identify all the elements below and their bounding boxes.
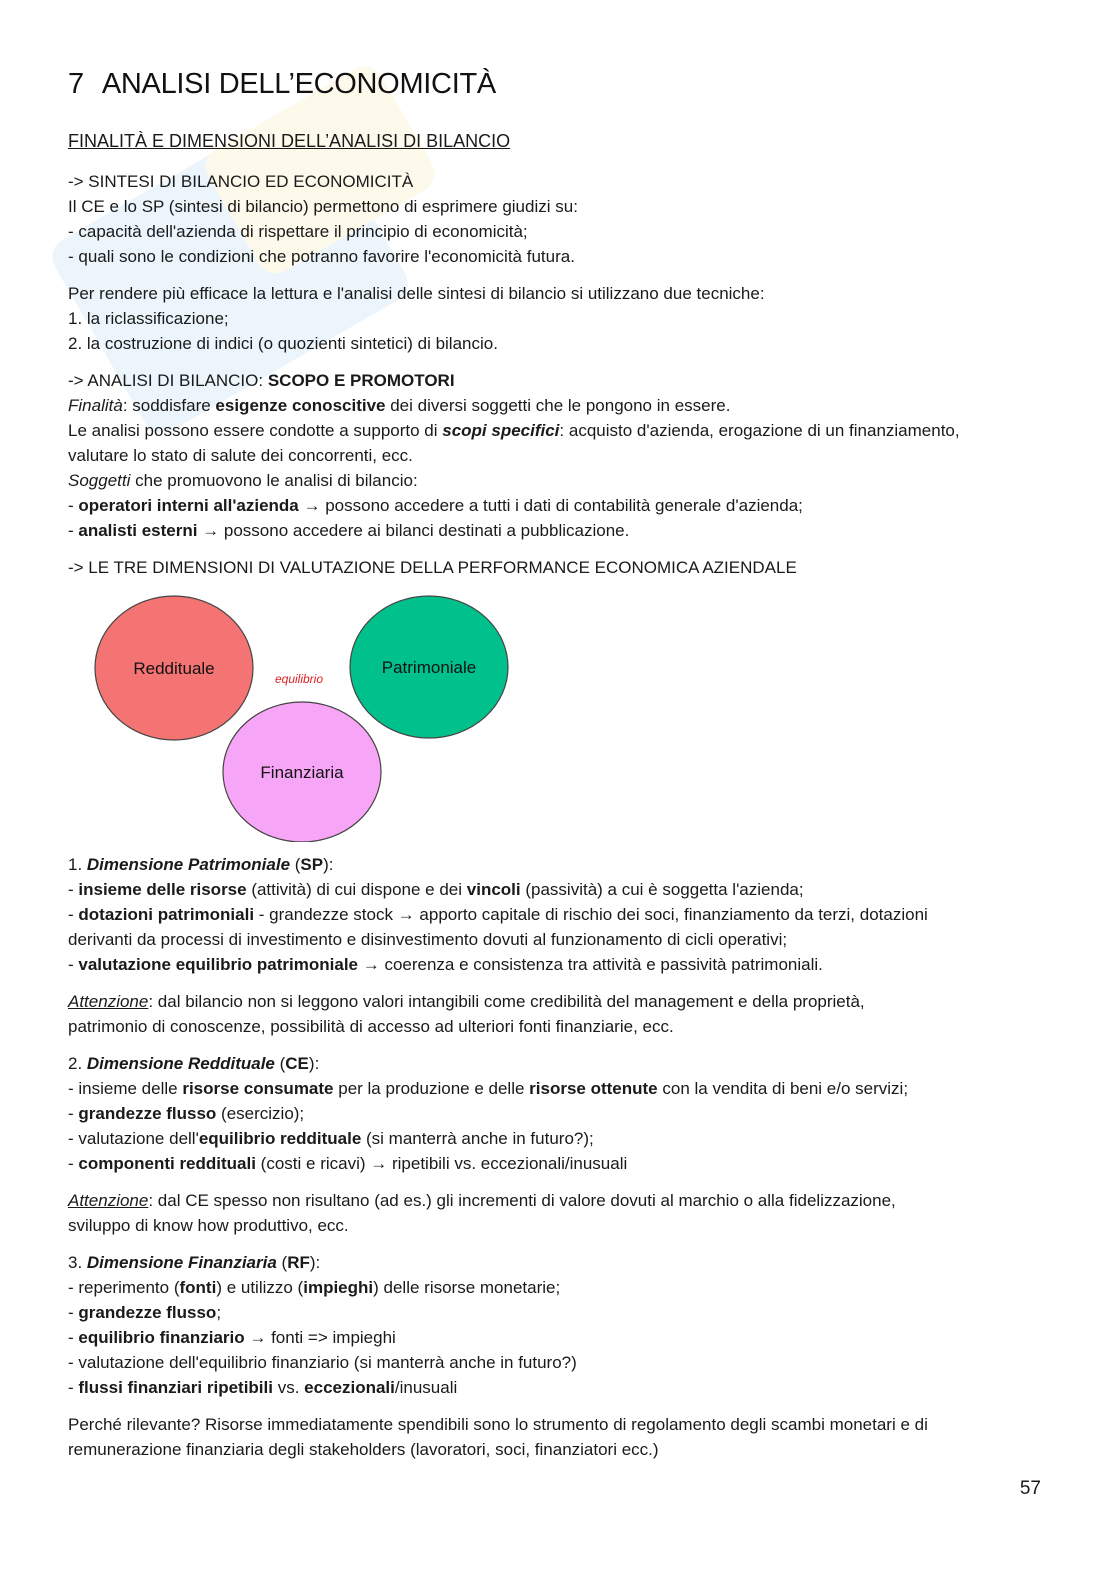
text-line	[68, 989, 1058, 1014]
label-italic: Soggetti	[68, 471, 131, 490]
text: (costi e ricavi) → ripetibili vs. eccezionali/inusuali	[255, 1154, 628, 1173]
text: -	[68, 1104, 79, 1123]
text: 2.	[68, 1054, 87, 1073]
text: ):	[308, 1054, 320, 1073]
chapter-number: 7	[68, 68, 84, 100]
text-bold: fonti	[179, 1278, 217, 1297]
text: 3.	[68, 1253, 87, 1272]
text-line	[68, 1188, 1058, 1213]
paragraph-dim-patrimoniale	[68, 852, 1058, 977]
list-item	[68, 1300, 1058, 1325]
list-item	[68, 1325, 1058, 1350]
label-equilibrio: equilibrio	[274, 672, 324, 686]
text-bold: insieme delle risorse	[78, 880, 247, 899]
text: (esercizio);	[216, 1104, 305, 1123]
page-number: 57	[1019, 1478, 1041, 1499]
text: vs.	[272, 1378, 305, 1397]
text: (	[274, 1054, 286, 1073]
dim-heading	[68, 852, 1058, 877]
text: - insieme delle	[68, 1079, 183, 1098]
text: (si manterrà anche in futuro?);	[361, 1129, 594, 1148]
text-bold: vincoli	[466, 880, 521, 899]
text: → possono accedere a tutti i dati di contabilità generale d'azienda;	[298, 496, 803, 515]
text: ) delle risorse monetarie;	[373, 1278, 561, 1297]
text: ):	[309, 1253, 321, 1272]
label-patrimoniale: Patrimoniale	[381, 658, 477, 677]
text: (	[290, 855, 301, 874]
text-line: Per rendere più efficace la lettura e l'analisi delle sintesi di bilancio si utilizzano due tecniche:	[68, 284, 765, 303]
text: : acquisto d'azienda, erogazione di un finanziamento,	[559, 421, 960, 440]
text-line	[68, 418, 1058, 443]
text-bold: esigenze conoscitive	[215, 396, 386, 415]
text: (attività) di cui dispone e dei	[246, 880, 467, 899]
list-item	[68, 1101, 1058, 1126]
text-bold: RF	[287, 1253, 310, 1272]
list-item	[68, 1275, 1058, 1300]
text: : dal bilancio non si leggono valori intangibili come credibilità del management e della proprietà,	[148, 992, 865, 1011]
diagram-svg	[68, 592, 528, 842]
text: - valutazione dell'	[68, 1129, 199, 1148]
text: Le analisi possono essere condotte a supporto di	[68, 421, 443, 440]
text-bold-italic: Dimensione Finanziaria	[86, 1253, 277, 1272]
text: : soddisfare	[122, 396, 216, 415]
text-bold: dotazioni patrimoniali	[78, 905, 255, 924]
text-bold: componenti reddituali	[78, 1154, 256, 1173]
text: dei diversi soggetti che le pongono in essere.	[385, 396, 731, 415]
text: ):	[323, 855, 334, 874]
page-content	[68, 68, 1058, 1474]
text-bold: grandezze flusso	[78, 1104, 217, 1123]
text-bold-italic: scopi specifici	[442, 421, 560, 440]
list-item	[68, 1076, 1058, 1101]
list-item	[68, 1126, 1058, 1151]
text: → fonti => impieghi	[244, 1328, 396, 1347]
list-item	[68, 1151, 1058, 1176]
text-line: Il CE e lo SP (sintesi di bilancio) permettono di esprimere giudizi su:	[68, 197, 578, 216]
paragraph-sintesi	[68, 169, 1058, 269]
text: ;	[216, 1303, 222, 1322]
text-line: sviluppo di know how produttivo, ecc.	[68, 1216, 349, 1235]
text: per la produzione e delle	[333, 1079, 530, 1098]
list-item	[68, 902, 1058, 927]
text-line: remunerazione finanziaria degli stakeholders (lavoratori, soci, finanziatori ecc.)	[68, 1440, 659, 1459]
paragraph-tecniche	[68, 281, 1058, 356]
heading-analisi	[68, 368, 1058, 393]
text-bold: equilibrio finanziario	[78, 1328, 245, 1347]
heading-part: -> ANALISI DI BILANCIO:	[68, 371, 268, 390]
text-bold: impieghi	[303, 1278, 374, 1297]
text: -	[68, 905, 79, 924]
text-bold: flussi finanziari ripetibili	[78, 1378, 273, 1397]
list-item	[68, 1375, 1058, 1400]
paragraph-attenzione-1	[68, 989, 1058, 1039]
text-bold-italic: Dimensione Reddituale	[86, 1054, 275, 1073]
three-dimensions-diagram	[68, 592, 528, 842]
text: (	[276, 1253, 288, 1272]
text: → coerenza e consistenza tra attività e passività patrimoniali.	[358, 955, 823, 974]
text: -	[68, 1378, 79, 1397]
text-bold: operatori interni all'azienda	[78, 496, 299, 515]
text: -	[68, 496, 79, 515]
heading-sintesi: -> SINTESI DI BILANCIO ED ECONOMICITÀ	[68, 172, 414, 191]
text: che promuovono le analisi di bilancio:	[130, 471, 418, 490]
list-item: 2. la costruzione di indici (o quozienti sintetici) di bilancio.	[68, 334, 498, 353]
text-line: derivanti da processi di investimento e disinvestimento dovuti al funzionamento di cicli operativi;	[68, 930, 788, 949]
paragraph-attenzione-2	[68, 1188, 1058, 1238]
text-bold-italic: Dimensione Patrimoniale	[86, 855, 291, 874]
heading-dimensioni: -> LE TRE DIMENSIONI DI VALUTAZIONE DELLA PERFORMANCE ECONOMICA AZIENDALE	[68, 558, 797, 577]
text-line	[68, 468, 1058, 493]
dim-heading	[68, 1250, 1058, 1275]
text: con la vendita di beni e/o servizi;	[657, 1079, 909, 1098]
text-line: patrimonio di conoscenze, possibilità di accesso ad ulteriori fonti finanziarie, ecc.	[68, 1017, 674, 1036]
text: -	[68, 521, 79, 540]
text: → possono accedere ai bilanci destinati a pubblicazione.	[197, 521, 630, 540]
label-attenzione: Attenzione	[68, 1191, 149, 1210]
list-item	[68, 877, 1058, 902]
text-bold: risorse consumate	[182, 1079, 334, 1098]
list-item	[68, 518, 1058, 543]
paragraph-perche	[68, 1412, 1058, 1462]
text-line: Perché rilevante? Risorse immediatamente spendibili sono lo strumento di regolamento degli scambi monetari e di	[68, 1415, 928, 1434]
text-line: - capacità dell'azienda di rispettare il principio di economicità;	[68, 222, 528, 241]
text: -	[68, 955, 79, 974]
chapter-title: ANALISI DELL’ECONOMICITÀ	[101, 68, 496, 100]
text-bold: valutazione equilibrio patrimoniale	[78, 955, 358, 974]
list-item	[68, 952, 1058, 977]
label-italic: Finalità	[68, 396, 123, 415]
paragraph-dim-reddituale	[68, 1051, 1058, 1176]
page-title	[68, 68, 1058, 101]
dim-heading	[68, 1051, 1058, 1076]
text: 1.	[68, 855, 87, 874]
paragraph-analisi	[68, 368, 1058, 543]
text: -	[68, 1154, 79, 1173]
text-line: - quali sono le condizioni che potranno favorire l'economicità futura.	[68, 247, 575, 266]
label-attenzione: Attenzione	[68, 992, 149, 1011]
text: - reperimento (	[68, 1278, 180, 1297]
text-bold: SP	[300, 855, 324, 874]
text: (passività) a cui è soggetta l'azienda;	[520, 880, 804, 899]
text-bold: grandezze flusso	[78, 1303, 217, 1322]
text-line	[68, 393, 1058, 418]
text-bold: eccezionali	[304, 1378, 395, 1397]
label-reddituale: Reddituale	[133, 659, 215, 678]
text-bold: analisti esterni	[78, 521, 198, 540]
label-finanziaria: Finanziaria	[260, 763, 344, 782]
text: : dal CE spesso non risultano (ad es.) gli incrementi di valore dovuti al marchio o alla fidelizzazione,	[148, 1191, 896, 1210]
text: - grandezze stock → apporto capitale di rischio dei soci, finanziamento da terzi, dotazioni	[254, 905, 928, 924]
text-line: valutare lo stato di salute dei concorrenti, ecc.	[68, 446, 413, 465]
text-bold: equilibrio reddituale	[198, 1129, 362, 1148]
text: ) e utilizzo (	[216, 1278, 304, 1297]
text: -	[68, 880, 79, 899]
text-bold: risorse ottenute	[529, 1079, 658, 1098]
paragraph-dim-finanziaria	[68, 1250, 1058, 1400]
text: /inusuali	[394, 1378, 458, 1397]
text: -	[68, 1303, 79, 1322]
paragraph-dimensioni	[68, 555, 1058, 580]
section-subtitle: FINALITÀ E DIMENSIONI DELL’ANALISI DI BILANCIO	[68, 131, 511, 151]
list-item: 1. la riclassificazione;	[68, 309, 229, 328]
text: -	[68, 1328, 79, 1347]
list-item: - valutazione dell'equilibrio finanziario (si manterrà anche in futuro?)	[68, 1353, 577, 1372]
text-bold: CE	[285, 1054, 309, 1073]
list-item	[68, 493, 1058, 518]
heading-bold: SCOPO E PROMOTORI	[267, 371, 455, 390]
